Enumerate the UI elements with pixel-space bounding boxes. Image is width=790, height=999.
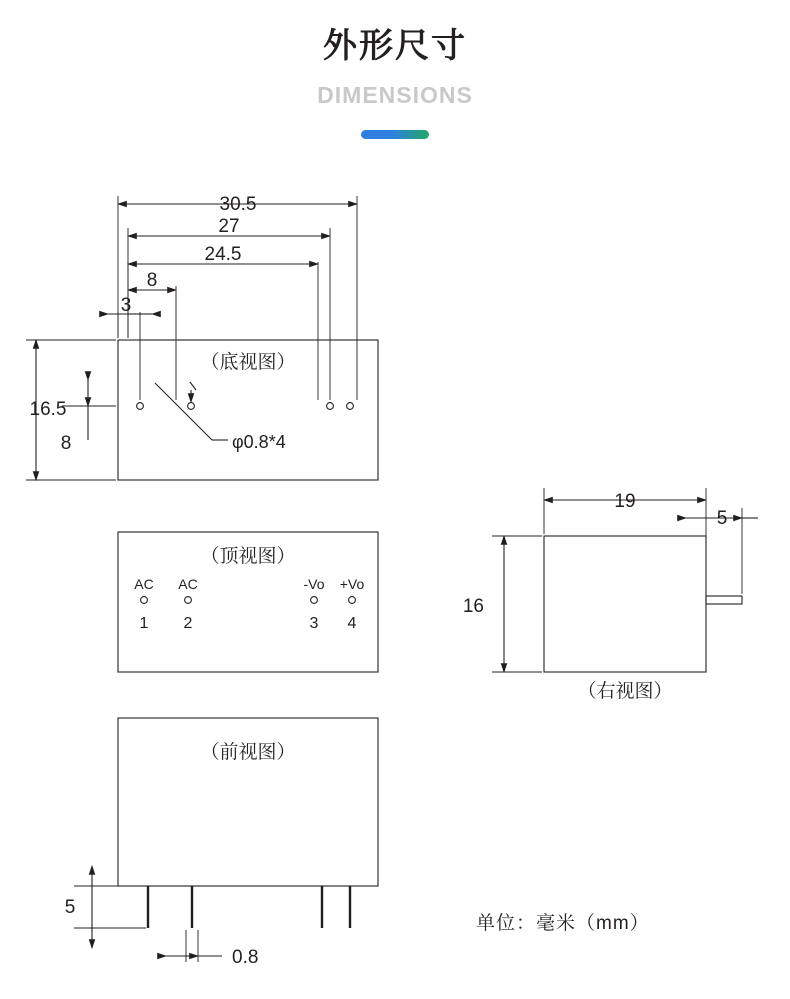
top-view-pin-1-number: 1 <box>139 615 149 632</box>
top-view-pin-3 <box>311 597 318 604</box>
dim-overall-width: 30.5 <box>219 194 257 215</box>
hole-note: φ0.8*4 <box>232 432 286 452</box>
right-view-tab <box>706 596 742 604</box>
units-note: 单位：毫米（mm） <box>476 913 650 934</box>
top-view-pin-3-number: 3 <box>309 615 319 632</box>
dim-overall-height: 16.5 <box>29 399 67 420</box>
right-view-body <box>544 536 706 672</box>
bottom-view-label: （底视图） <box>200 352 296 373</box>
dim-body-width: 19 <box>614 491 636 512</box>
bottom-view-hole-3 <box>327 403 334 410</box>
top-view-pin-2-number: 2 <box>183 615 193 632</box>
dim-tab-length: 5 <box>716 508 728 529</box>
top-view-label: （顶视图） <box>200 546 296 567</box>
dim-pin-span-outer: 27 <box>218 216 240 237</box>
dim-pin-length: 5 <box>64 897 76 918</box>
dim-body-height: 16 <box>462 596 484 617</box>
dim-pin-offset-8: 8 <box>146 270 158 291</box>
bottom-view-hole-1 <box>137 403 144 410</box>
top-view-pin-1-name: AC <box>134 576 154 592</box>
dim-pin-span-inner: 24.5 <box>204 244 242 265</box>
top-view-pin-4 <box>349 597 356 604</box>
dim-pin-row-offset: 8 <box>60 433 72 454</box>
page-title-cn: 外形尺寸 <box>323 27 467 65</box>
page-title-en: DIMENSIONS <box>317 82 473 108</box>
right-view-label: （右视图） <box>577 681 673 702</box>
top-view-pin-2-name: AC <box>178 576 198 592</box>
top-view-pin-1 <box>141 597 148 604</box>
top-view-pin-2 <box>185 597 192 604</box>
top-view-pin-4-number: 4 <box>347 615 357 632</box>
top-view-pin-4-name: +Vo <box>339 576 365 592</box>
dim-pin-thickness: 0.8 <box>232 947 259 968</box>
front-view-label: （前视图） <box>200 742 296 763</box>
dim-pin-offset-3: 3 <box>120 295 132 316</box>
top-view-pin-3-name: -Vo <box>303 576 325 592</box>
bottom-view-hole-2 <box>188 403 195 410</box>
bottom-view-hole-4 <box>347 403 354 410</box>
